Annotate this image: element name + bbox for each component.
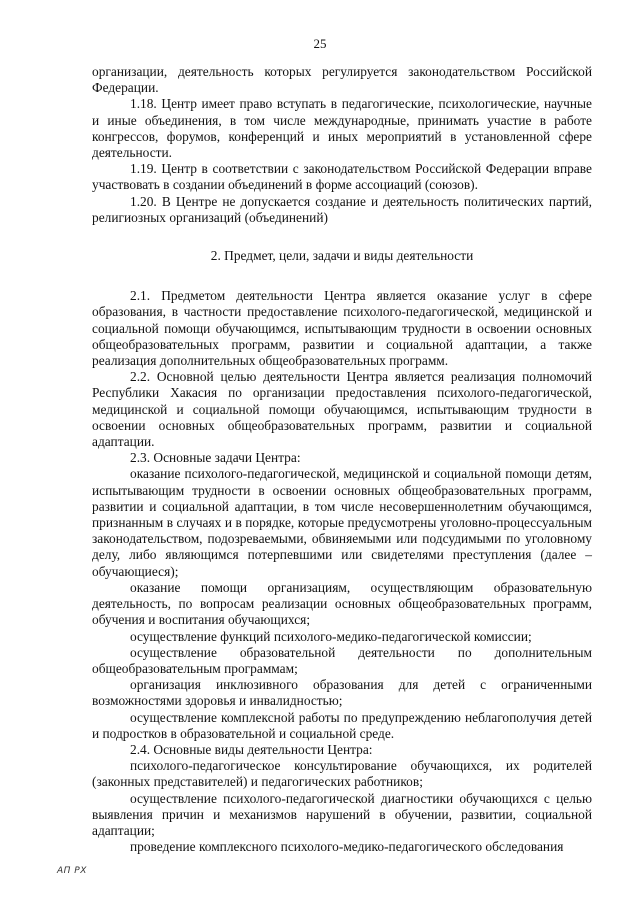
section-heading: 2. Предмет, цели, задачи и виды деятельности (210, 248, 474, 264)
paragraph-2-2: 2.2. Основной целью деятельности Центра является реализация полномочий Республики Хакасия по организации предоставления психолого-педагогической, медицинской и социальной помощи обучающимся, испытывающим трудности в освоении основных общеобразовательных программ, развитии и социальной адаптации. (92, 369, 592, 450)
paragraph-2-3: 2.3. Основные задачи Центра: (130, 450, 301, 466)
paragraph-1-20: 1.20. В Центре не допускается создание и деятельность политических партий, религиозных организаций (объединений) (92, 193, 592, 225)
paragraph-2-1: 2.1. Предметом деятельности Центра является оказание услуг в сфере образования, в частности предоставление психолого-педагогической, медицинской и социальной помощи обучающимся, испытывающим трудности в освоении основных общеобразовательных программ, развитии и социальной адаптации, а также реализация дополнительных общеобразовательных программ. (92, 288, 592, 369)
paragraph-continuation: организации, деятельность которых регулируется законодательством Российской Федерации. (92, 64, 592, 96)
list-item: психолого-педагогическое консультирование обучающихся, их родителей (законных представителей) и педагогических работников; (92, 758, 592, 790)
list-item: организация инклюзивного образования для детей с ограниченными возможностями здоровья и инвалидностью; (92, 677, 592, 709)
paragraph-1-19: 1.19. Центр в соответствии с законодательством Российской Федерации вправе участвовать в создании объединений в форме ассоциаций (союзов). (92, 161, 592, 193)
list-item: проведение комплексного психолого-медико-педагогического обследования (130, 839, 564, 855)
list-item: оказание помощи организациям, осуществляющим образовательную деятельность, по вопросам реализации основных общеобразовательных программ, обучения и воспитания обучающихся; (92, 579, 592, 628)
paragraph-1-18: 1.18. Центр имеет право вступать в педагогические, психологические, научные и иные объединения, в том числе международные, принимать участие в работе конгрессов, форумов, конференций и иных мероприятий в установленной сфере деятельности. (92, 96, 592, 161)
footer-stamp: АП РХ (57, 866, 87, 876)
page-number: 25 (313, 36, 327, 51)
list-item: осуществление функций психолого-медико-педагогической комиссии; (130, 628, 532, 644)
list-item: осуществление психолого-педагогической диагностики обучающихся с целью выявления причин и механизмов нарушений в обучении, развитии, социальной адаптации; (92, 790, 592, 838)
list-item: осуществление комплексной работы по предупреждению неблагополучия детей и подростков в образовательной и социальной среде. (92, 709, 592, 741)
list-item: оказание психолого-педагогической, медицинской и социальной помощи детям, испытывающим трудности в освоении основных общеобразовательных программ, развитии и социальной адаптации, в том числе несовершеннолетним обучающимся, признанным в случаях и в порядке, которые предусмотрены уголовно-процессуальным законодательством, подозреваемыми, обвиняемыми или подсудимыми по уголовному делу, либо являющимся потерпевшими или свидетелями преступления (далее – обучающиеся); (92, 466, 592, 579)
list-item: осуществление образовательной деятельности по дополнительным общеобразовательным программам; (92, 644, 592, 676)
paragraph-2-4: 2.4. Основные виды деятельности Центра: (130, 741, 373, 757)
document-body (92, 64, 592, 855)
